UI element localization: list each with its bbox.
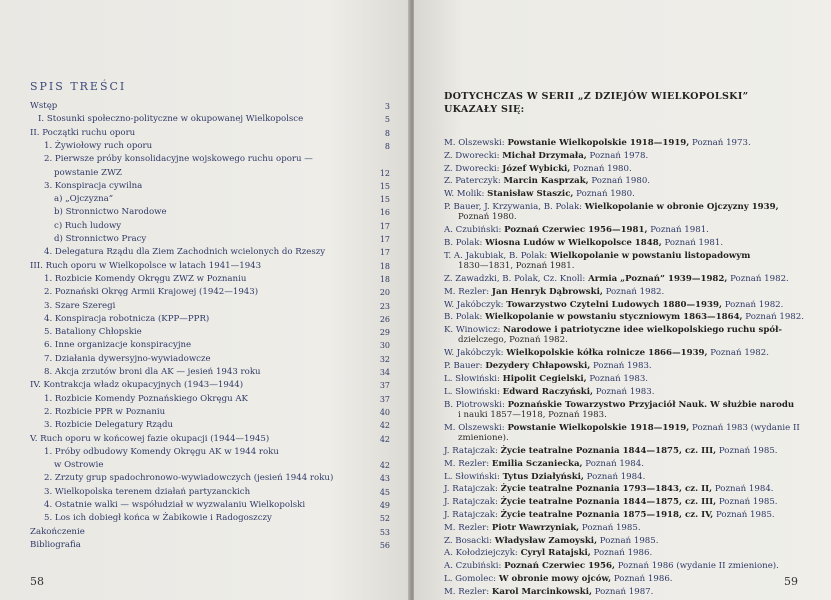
toc-entry (30, 300, 390, 313)
book-entry (444, 548, 814, 558)
toc-entry-page: 56 (379, 540, 390, 550)
book-title: Władysław Zamoyski, (494, 535, 598, 546)
book-title: Towarzystwo Czytelni Ludowych 1880—1939, (506, 299, 722, 310)
toc-entry (30, 233, 390, 246)
book-author: T. A. Jakubiak, B. Polak: (444, 250, 548, 261)
book-author: P. Bauer: (444, 361, 483, 372)
book-entry (444, 274, 814, 284)
book-publication: Poznań 1983. (595, 386, 655, 397)
book-author: K. Winowicz: (444, 325, 501, 336)
toc-entry-title: IV. Kontrakcja władz okupacyjnych (1943—1944) (30, 380, 244, 391)
book-title: Poznań Czerwiec 1956, (504, 561, 615, 572)
toc-entry-title: 3. Wielkopolska terenem działań partyzanckich (44, 486, 251, 497)
toc-entry (30, 167, 390, 180)
book-title: Wielkopolanie w obronie Ojczyzny 1939, (584, 202, 779, 212)
right-page (414, 0, 831, 600)
toc-entry-page: 15 (379, 181, 390, 191)
book-author: B. Polak: (444, 312, 483, 323)
toc-entry-title: Bibliografia (30, 539, 81, 550)
toc-entry-title: 1. Rozbicie Komendy Okręgu ZWZ w Poznaniu (44, 273, 247, 284)
book-publication: Poznań 1981. (650, 225, 709, 236)
toc-entry-page: 26 (379, 314, 390, 324)
toc-entry-page: 3 (384, 102, 390, 111)
toc-entry-title: 8. Akcja zrzutów broni dla AK — jesień 1943 roku (44, 367, 261, 377)
book-entry (444, 536, 814, 546)
book-title: Armia „Poznań” 1939—1982, (588, 274, 728, 284)
book-entry (444, 446, 814, 456)
toc-entry-title: 2. Rozbicie PPR w Poznaniu (44, 406, 166, 417)
toc-entry-title: 3. Rozbicie Delegatury Rządu (44, 420, 174, 431)
toc-entry (30, 353, 390, 366)
book-author: Z. Bosacki: (444, 535, 492, 546)
book-author: B. Piotrowski: (444, 399, 505, 410)
toc-entry (30, 286, 390, 299)
book-author: M. Olszewski: (444, 138, 505, 148)
toc-entry (30, 366, 390, 379)
toc-entry-title: I. Stosunki społeczno-polityczne w okupowanej Wielkopolsce (38, 114, 304, 125)
book-publication: Poznań 1978. (589, 150, 649, 161)
toc-entry-title: 2. Poznański Okręg Armii Krajowej (1942—1943) (44, 287, 259, 298)
book-title: Życie teatralne Poznania 1875—1918, cz. IV, (500, 510, 714, 520)
book-continuation: zmienione). (458, 432, 509, 443)
book-title: Powstanie Wielkopolskie 1918—1919, (507, 138, 690, 148)
toc-entry-title: 1. Próby odbudowy Komendy Okręgu AK w 1944 roku (44, 446, 279, 457)
book-entry (444, 225, 814, 235)
book-author: A. Kołodziejczyk: (444, 548, 518, 559)
toc-entry-page: 29 (379, 328, 390, 338)
book-entry (444, 510, 814, 520)
book-title: Jan Henryk Dąbrowski, (491, 286, 603, 297)
toc-entry-page: 40 (379, 407, 390, 417)
book-author: M. Olszewski: (444, 422, 505, 433)
toc-entry-title: 2. Pierwsze próby konsolidacyjne wojskowego ruchu oporu — (44, 154, 313, 165)
toc-entry-title: w Ostrowie (54, 460, 104, 471)
toc-entry (30, 539, 390, 552)
toc-entry-title: d) Stronnictwo Pracy (54, 234, 147, 244)
book-entry (444, 587, 814, 597)
toc-entry-page: 17 (379, 221, 390, 231)
book-publication: Poznań 1984. (585, 458, 644, 469)
series-heading-line1: DOTYCHCZAS W SERII „Z DZIEJÓW WIELKOPOLSKI” (444, 91, 749, 102)
toc-entry (30, 140, 390, 153)
book-title: Edward Raczyński, (502, 386, 594, 397)
toc-entry-title: a) „Ojczyzna” (54, 194, 114, 205)
book-author: L. Gomolec: (444, 574, 497, 584)
book-entry (444, 523, 814, 533)
right-page-number: 59 (784, 575, 798, 588)
book-entry (444, 484, 814, 494)
book-author: Z. Dworecki: (444, 163, 500, 174)
toc-entry-title: III. Ruch oporu w Wielkopolsce w latach 1941—1943 (30, 260, 262, 271)
toc-entry-title: Zakończenie (30, 526, 85, 537)
toc-entry-title: 4. Delegatura Rządu dla Ziem Zachodnich wcielonych do Rzeszy (44, 247, 326, 258)
toc-entry-title: II. Początki ruchu oporu (30, 127, 136, 138)
toc-entry-page: 8 (384, 128, 390, 138)
book-title: Michał Drzymała, (502, 150, 587, 161)
book-title: Józef Wybicki, (502, 163, 571, 174)
toc-entry-title: 4. Ostatnie walki — współudział w wyzwalaniu Wielkopolski (44, 500, 306, 510)
book-title: Życie teatralne Poznania 1793—1843, cz. II, (500, 484, 713, 495)
toc-entry (30, 499, 390, 512)
book-title: W obronie mowy ojców, (498, 574, 612, 584)
book-entry (444, 300, 814, 310)
toc-entry-page: 8 (384, 141, 390, 151)
toc-entry-title: 5. Los ich dobiegł końca w Żabikowie i Radogoszczy (44, 513, 272, 524)
toc-entry-title: 3. Konspiracja cywilna (44, 180, 143, 191)
toc-entry (30, 326, 390, 339)
toc-entry-page: 15 (379, 195, 390, 205)
book-publication: Poznań 1984. (586, 471, 646, 482)
toc-entry (30, 393, 390, 406)
toc-entry-page: 53 (379, 527, 390, 537)
book-author: M. Rezler: (444, 522, 490, 533)
book-author: M. Rezler: (444, 458, 490, 469)
book-publication: Poznań 1985. (599, 535, 659, 546)
toc-entry-page: 49 (379, 501, 390, 510)
book-author: J. Ratajczak: (444, 510, 498, 520)
toc-entry (30, 313, 390, 326)
book-publication: Poznań 1980. (573, 163, 632, 174)
book-publication: Poznań 1986. (613, 574, 673, 584)
book-publication: Poznań 1983. (589, 374, 649, 384)
toc-entry (30, 459, 390, 472)
toc-entry-page: 43 (379, 474, 390, 484)
book-title: Wielkopolskie kółka rolnicze 1866—1939, (506, 348, 708, 359)
book-entry (444, 400, 814, 420)
book-publication: Poznań 1985. (716, 510, 775, 520)
book-entry (444, 287, 814, 297)
toc-entry-page: 30 (379, 341, 390, 351)
toc-entry (30, 193, 390, 206)
toc-entry-title: 3. Szare Szeregi (44, 300, 116, 311)
toc-entry (30, 339, 390, 352)
toc-entry-title: V. Ruch oporu w końcowej fazie okupacji (1944—1945) (30, 433, 270, 444)
book-publication: Poznań 1985. (718, 497, 778, 508)
book-title: Marcin Kasprzak, (503, 176, 589, 187)
book-publication: Poznań 1980. (591, 176, 651, 187)
book-author: J. Ratajczak: (444, 484, 498, 495)
toc-entry-page: 37 (379, 381, 390, 391)
toc-entry-title: 1. Rozbicie Komendy Poznańskiego Okręgu AK (44, 393, 248, 404)
book-publication: Poznań 1982. (724, 299, 784, 310)
book-title: Poznań Czerwiec 1956—1981, (504, 225, 648, 236)
book-author: Z. Dworecki: (444, 150, 500, 161)
toc-entry-page: 12 (379, 168, 390, 178)
toc-entry (30, 486, 390, 499)
toc-entry-title: c) Ruch ludowy (54, 220, 122, 231)
toc-entry-title: 7. Działania dywersyjno-wywiadowcze (44, 353, 211, 364)
book-entry (444, 574, 814, 584)
book-title: Stanisław Staszic, (487, 189, 574, 200)
toc-entry-page: 17 (379, 248, 390, 258)
toc-entry (30, 512, 390, 525)
toc-entry-page: 34 (379, 368, 390, 377)
book-publication: Poznań 1983. (592, 361, 652, 372)
book-author: J. Ratajczak: (444, 446, 498, 456)
book-publication: Poznań 1980. (576, 189, 635, 200)
toc-entry (30, 406, 390, 419)
book-entry (444, 312, 814, 322)
toc-entry-page: 18 (379, 274, 390, 284)
book-entry (444, 472, 814, 482)
toc-entry (30, 246, 390, 259)
toc-entry (30, 220, 390, 233)
book-entry (444, 251, 814, 271)
toc-entry-page: 42 (379, 434, 390, 444)
book-author: A. Czubiński: (444, 561, 502, 572)
toc-entry-title: Wstęp (30, 101, 58, 111)
book-entry (444, 459, 814, 469)
book-title: Dezydery Chłapowski, (485, 361, 591, 372)
toc-entry-page: 18 (379, 261, 390, 271)
toc-entry-page: 23 (379, 301, 390, 311)
series-heading (444, 90, 748, 116)
left-page (0, 0, 410, 600)
book-publication: Poznań 1982. (710, 348, 769, 359)
book-title: Powstanie Wielkopolskie 1918—1919, (507, 422, 690, 433)
book-title: Hipolit Cegielski, (502, 374, 587, 384)
book-publication: Poznań 1983 (wydanie II (692, 422, 800, 433)
book-publication: Poznań 1985. (581, 522, 641, 533)
book-author: P. Bauer, J. Krzywania, B. Polak: (444, 202, 583, 212)
toc-entry-page: 42 (379, 461, 390, 471)
book-publication: Poznań 1984. (714, 484, 774, 495)
toc-entry-title: 1. Żywiołowy ruch oporu (44, 140, 153, 151)
book-title: Wiosna Ludów w Wielkopolsce 1848, (485, 238, 662, 248)
book-author: Z. Zawadzki, B. Polak, Cz. Knoll: (444, 274, 586, 284)
book-publication: Poznań 1982. (605, 286, 665, 297)
book-author: M. Rezler: (444, 286, 490, 297)
toc-entry-page: 16 (379, 208, 390, 218)
book-title: Wielkopolanie w powstaniu styczniowym 1863—1864, (485, 312, 743, 323)
book-entry (444, 348, 814, 358)
book-entry (444, 151, 814, 161)
book-entry (444, 387, 814, 397)
book-entry (444, 423, 814, 443)
toc-entry-title: 6. Inne organizacje konspiracyjne (44, 340, 192, 351)
toc-entry-page: 17 (379, 235, 390, 244)
toc-entry (30, 113, 390, 126)
book-entry (444, 176, 814, 186)
book-entry (444, 374, 814, 384)
book-title: Życie teatralne Poznania 1844—1875, cz. III, (500, 497, 717, 508)
toc-entry (30, 127, 390, 140)
toc-entry (30, 180, 390, 193)
book-author: Z. Paterczyk: (444, 176, 501, 187)
toc-entry-page: 32 (379, 354, 390, 364)
book-publication: Poznań 1981. (664, 238, 724, 248)
book-publication: Poznań 1985. (718, 446, 778, 456)
toc-entry-page: 5 (384, 115, 390, 125)
book-publication: Poznań 1982. (730, 274, 789, 284)
book-continuation: 1830—1831, Poznań 1981. (458, 260, 575, 271)
toc-entry-title: 4. Konspiracja robotnicza (KPP—PPR) (44, 313, 210, 324)
book-author: L. Słowiński: (444, 386, 500, 397)
toc-entry (30, 379, 390, 392)
toc-entry (30, 446, 390, 459)
book-author: W. Molik: (444, 189, 485, 200)
book-author: W. Jakóbczyk: (444, 348, 504, 359)
book-publication: Poznań 1986. (593, 548, 653, 559)
book-author: W. Jakóbczyk: (444, 299, 504, 310)
book-publication: Poznań 1982. (745, 312, 804, 323)
book-entry (444, 238, 814, 248)
toc-entry (30, 153, 390, 166)
toc-entry (30, 260, 390, 273)
book-title: Życie teatralne Poznania 1844—1875, cz. III, (500, 446, 717, 456)
book-title: Piotr Wawrzyniak, (491, 522, 580, 533)
book-title: Karol Marcinkowski, (491, 586, 592, 597)
toc-entry-page: 20 (379, 288, 390, 298)
book-entry (444, 497, 814, 507)
toc-entry-title: powstanie ZWZ (54, 167, 122, 178)
book-entry (444, 561, 814, 571)
book-continuation: i nauki 1857—1918, Poznań 1983. (458, 409, 607, 420)
toc-entry-page: 52 (379, 514, 390, 524)
book-author: B. Polak: (444, 238, 483, 248)
toc-entry (30, 100, 390, 113)
toc-title: SPIS TREŚCI (30, 80, 127, 93)
toc-entry-page: 37 (379, 394, 390, 404)
series-heading-line2: UKAZAŁY SIĘ: (444, 104, 525, 115)
book-continuation: dzielczego, Poznań 1982. (458, 335, 568, 346)
book-title: Tytus Działyński, (502, 471, 584, 482)
toc-entry (30, 433, 390, 446)
left-page-number: 58 (30, 575, 44, 588)
toc-entry-title: 5. Bataliony Chłopskie (44, 327, 142, 338)
book-entry (444, 164, 814, 174)
book-title: Wielkopolanie w powstaniu listopadowym (550, 250, 751, 261)
book-author: J. Ratajczak: (444, 497, 498, 508)
toc-entry-title: 2. Zrzuty grup spadochronowo-wywiadowczych (jesień 1944 roku) (44, 473, 334, 484)
book-title: Emilia Sczaniecka, (491, 458, 583, 469)
toc-entry (30, 273, 390, 286)
book-entry (444, 202, 814, 222)
book-entry (444, 361, 814, 371)
book-continuation: Poznań 1980. (458, 212, 517, 222)
book-title: Narodowe i patriotyczne idee wielkopolskiego ruchu spół- (503, 325, 782, 336)
book-publication: Poznań 1986 (wydanie II zmienione). (617, 561, 779, 572)
book-title: Poznańskie Towarzystwo Przyjaciół Nauk. W służbie narodu (507, 399, 795, 410)
book-title: Cyryl Ratajski, (520, 548, 591, 559)
book-entry (444, 189, 814, 199)
book-author: A. Czubiński: (444, 225, 502, 236)
book-author: L. Słowiński: (444, 471, 500, 482)
toc-entry (30, 419, 390, 432)
book-entry (444, 325, 814, 345)
book-publication: Poznań 1973. (692, 138, 751, 148)
toc-entry-page: 42 (379, 421, 390, 431)
toc-entry (30, 526, 390, 539)
book-author: L. Słowiński: (444, 374, 500, 384)
toc-entry (30, 472, 390, 485)
toc-entry (30, 206, 390, 219)
book-publication: Poznań 1987. (594, 586, 654, 597)
book-entry (444, 138, 814, 148)
book-author: M. Rezler: (444, 586, 490, 597)
toc-entry-page: 45 (379, 487, 390, 497)
toc-entry-title: b) Stronnictwo Narodowe (54, 207, 167, 218)
